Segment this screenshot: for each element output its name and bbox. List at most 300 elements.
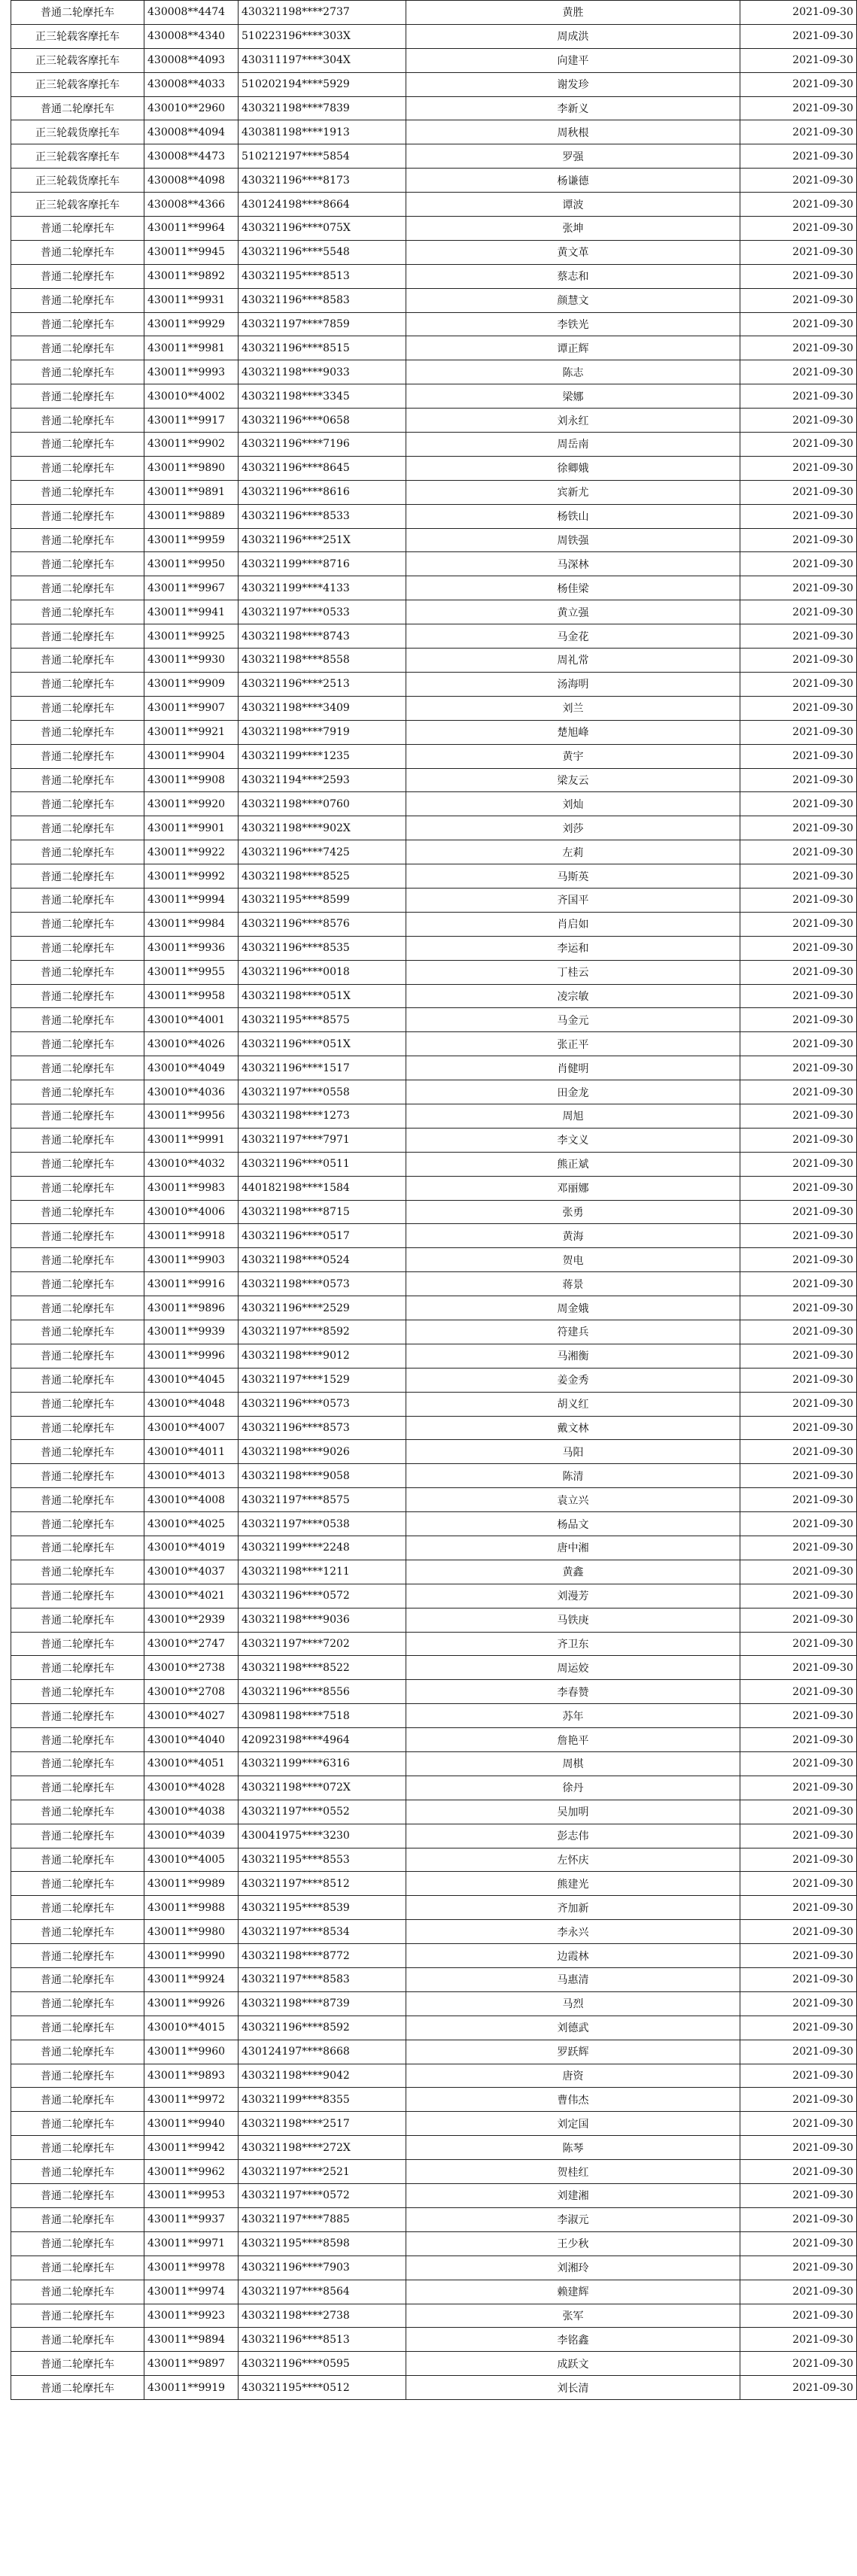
name-cell: 马深林	[406, 552, 740, 576]
name-cell: 黄鑫	[406, 1560, 740, 1584]
vehicle-type-cell: 普通二轮摩托车	[11, 2160, 144, 2184]
date-cell: 2021-09-30	[740, 1991, 857, 2016]
plate-number-cell: 430010**4028	[144, 1776, 239, 1800]
id-number-cell: 430321197****7885	[239, 2207, 406, 2231]
vehicle-type-cell: 普通二轮摩托车	[11, 288, 144, 312]
table-row	[11, 768, 857, 792]
vehicle-type-cell: 普通二轮摩托车	[11, 360, 144, 384]
date-cell: 2021-09-30	[740, 72, 857, 96]
table-row	[11, 720, 857, 744]
vehicle-type-cell: 正三轮载客摩托车	[11, 48, 144, 72]
table-row	[11, 264, 857, 288]
plate-number-cell: 430010**4051	[144, 1752, 239, 1776]
vehicle-type-cell: 普通二轮摩托车	[11, 1272, 144, 1296]
table-row	[11, 888, 857, 912]
table-row	[11, 1704, 857, 1728]
vehicle-type-cell: 普通二轮摩托车	[11, 1176, 144, 1200]
name-cell: 曹伟杰	[406, 2088, 740, 2112]
id-number-cell: 430321198****3409	[239, 696, 406, 720]
vehicle-type-cell: 普通二轮摩托车	[11, 1704, 144, 1728]
date-cell: 2021-09-30	[740, 48, 857, 72]
date-cell: 2021-09-30	[740, 696, 857, 720]
table-row	[11, 193, 857, 217]
name-cell: 肖启如	[406, 912, 740, 936]
plate-number-cell: 430011**9920	[144, 792, 239, 816]
plate-number-cell: 430011**9971	[144, 2231, 239, 2256]
plate-number-cell: 430011**9919	[144, 2376, 239, 2400]
id-number-cell: 430321196****0595	[239, 2352, 406, 2376]
plate-number-cell: 430011**9991	[144, 1128, 239, 1152]
date-cell: 2021-09-30	[740, 1728, 857, 1752]
table-row	[11, 936, 857, 960]
id-number-cell: 430321198****8743	[239, 624, 406, 649]
date-cell: 2021-09-30	[740, 552, 857, 576]
vehicle-type-cell: 普通二轮摩托车	[11, 1392, 144, 1416]
table-row	[11, 1848, 857, 1872]
table-row	[11, 1272, 857, 1296]
vehicle-type-cell: 普通二轮摩托车	[11, 744, 144, 768]
date-cell: 2021-09-30	[740, 576, 857, 600]
date-cell: 2021-09-30	[740, 96, 857, 120]
id-number-cell: 430321198****8772	[239, 1944, 406, 1968]
name-cell: 王少秋	[406, 2231, 740, 2256]
id-number-cell: 430321194****2593	[239, 768, 406, 792]
date-cell: 2021-09-30	[740, 984, 857, 1008]
name-cell: 梁友云	[406, 768, 740, 792]
name-cell: 汤海明	[406, 672, 740, 696]
date-cell: 2021-09-30	[740, 528, 857, 552]
name-cell: 杨谦德	[406, 169, 740, 193]
id-number-cell: 430321198****9042	[239, 2064, 406, 2088]
date-cell: 2021-09-30	[740, 768, 857, 792]
date-cell: 2021-09-30	[740, 1800, 857, 1824]
name-cell: 袁立兴	[406, 1488, 740, 1512]
id-number-cell: 430321198****2517	[239, 2112, 406, 2136]
date-cell: 2021-09-30	[740, 1488, 857, 1512]
vehicle-type-cell: 正三轮载货摩托车	[11, 120, 144, 144]
id-number-cell: 430321198****7839	[239, 96, 406, 120]
name-cell: 黄海	[406, 1224, 740, 1248]
id-number-cell: 430321197****7859	[239, 312, 406, 336]
name-cell: 马金元	[406, 1008, 740, 1032]
plate-number-cell: 430010**4038	[144, 1800, 239, 1824]
table-row	[11, 2184, 857, 2208]
date-cell: 2021-09-30	[740, 264, 857, 288]
table-row	[11, 1368, 857, 1392]
table-row	[11, 2016, 857, 2040]
name-cell: 周礼常	[406, 649, 740, 673]
name-cell: 张军	[406, 2304, 740, 2328]
date-cell: 2021-09-30	[740, 1872, 857, 1896]
id-number-cell: 430321198****2737	[239, 1, 406, 25]
vehicle-type-cell: 普通二轮摩托车	[11, 840, 144, 864]
plate-number-cell: 430010**4048	[144, 1392, 239, 1416]
vehicle-type-cell: 普通二轮摩托车	[11, 960, 144, 984]
table-row	[11, 1200, 857, 1224]
table-row	[11, 1320, 857, 1344]
vehicle-type-cell: 普通二轮摩托车	[11, 1080, 144, 1104]
vehicle-type-cell: 普通二轮摩托车	[11, 2304, 144, 2328]
name-cell: 胡义红	[406, 1392, 740, 1416]
plate-number-cell: 430010**4040	[144, 1728, 239, 1752]
name-cell: 刘建湘	[406, 2184, 740, 2208]
id-number-cell: 430321198****8715	[239, 1200, 406, 1224]
table-row	[11, 1080, 857, 1104]
date-cell: 2021-09-30	[740, 1584, 857, 1608]
id-number-cell: 430321198****7919	[239, 720, 406, 744]
plate-number-cell: 430011**9956	[144, 1104, 239, 1128]
vehicle-type-cell: 普通二轮摩托车	[11, 2256, 144, 2280]
table-row	[11, 2352, 857, 2376]
vehicle-type-cell: 普通二轮摩托车	[11, 240, 144, 264]
name-cell: 周秋根	[406, 120, 740, 144]
name-cell: 齐卫东	[406, 1632, 740, 1656]
plate-number-cell: 430010**4036	[144, 1080, 239, 1104]
plate-number-cell: 430010**4013	[144, 1464, 239, 1488]
id-number-cell: 430321196****075X	[239, 217, 406, 241]
date-cell: 2021-09-30	[740, 1512, 857, 1536]
plate-number-cell: 430011**9941	[144, 600, 239, 624]
date-cell: 2021-09-30	[740, 1032, 857, 1056]
name-cell: 李文义	[406, 1128, 740, 1152]
name-cell: 黄立强	[406, 600, 740, 624]
table-row	[11, 2136, 857, 2160]
id-number-cell: 430321197****0552	[239, 1800, 406, 1824]
vehicle-type-cell: 正三轮载客摩托车	[11, 24, 144, 48]
table-row	[11, 2040, 857, 2064]
date-cell: 2021-09-30	[740, 2064, 857, 2088]
vehicle-type-cell: 普通二轮摩托车	[11, 2088, 144, 2112]
table-row	[11, 1584, 857, 1608]
date-cell: 2021-09-30	[740, 1392, 857, 1416]
plate-number-cell: 430011**9989	[144, 1872, 239, 1896]
table-row	[11, 1032, 857, 1056]
plate-number-cell: 430011**9939	[144, 1320, 239, 1344]
date-cell: 2021-09-30	[740, 792, 857, 816]
plate-number-cell: 430011**9916	[144, 1272, 239, 1296]
vehicle-type-cell: 普通二轮摩托车	[11, 1968, 144, 1992]
id-number-cell: 430321197****0533	[239, 600, 406, 624]
plate-number-cell: 430011**9892	[144, 264, 239, 288]
plate-number-cell: 430010**4032	[144, 1152, 239, 1176]
name-cell: 凌宗敏	[406, 984, 740, 1008]
date-cell: 2021-09-30	[740, 864, 857, 889]
vehicle-type-cell: 普通二轮摩托车	[11, 1008, 144, 1032]
date-cell: 2021-09-30	[740, 336, 857, 360]
date-cell: 2021-09-30	[740, 2112, 857, 2136]
name-cell: 罗跃辉	[406, 2040, 740, 2064]
registration-table	[11, 0, 857, 2400]
plate-number-cell: 430011**9996	[144, 1344, 239, 1368]
date-cell: 2021-09-30	[740, 1272, 857, 1296]
vehicle-type-cell: 普通二轮摩托车	[11, 1800, 144, 1824]
table-row	[11, 2112, 857, 2136]
id-number-cell: 430321196****2513	[239, 672, 406, 696]
date-cell: 2021-09-30	[740, 2280, 857, 2304]
plate-number-cell: 430011**9981	[144, 336, 239, 360]
table-row	[11, 384, 857, 409]
vehicle-type-cell: 普通二轮摩托车	[11, 336, 144, 360]
name-cell: 张勇	[406, 1200, 740, 1224]
table-row	[11, 1416, 857, 1440]
table-row	[11, 2304, 857, 2328]
table-row	[11, 456, 857, 480]
table-row	[11, 864, 857, 889]
id-number-cell: 420923198****4964	[239, 1728, 406, 1752]
date-cell: 2021-09-30	[740, 193, 857, 217]
plate-number-cell: 430010**2708	[144, 1680, 239, 1704]
table-row	[11, 1128, 857, 1152]
table-row	[11, 1728, 857, 1752]
vehicle-type-cell: 普通二轮摩托车	[11, 312, 144, 336]
id-number-cell: 430321199****1235	[239, 744, 406, 768]
vehicle-type-cell: 普通二轮摩托车	[11, 1512, 144, 1536]
name-cell: 刘湘玲	[406, 2256, 740, 2280]
vehicle-type-cell: 普通二轮摩托车	[11, 1824, 144, 1848]
name-cell: 杨佳梁	[406, 576, 740, 600]
plate-number-cell: 430011**9964	[144, 217, 239, 241]
date-cell: 2021-09-30	[740, 1104, 857, 1128]
id-number-cell: 430321198****9058	[239, 1464, 406, 1488]
vehicle-type-cell: 普通二轮摩托车	[11, 888, 144, 912]
plate-number-cell: 430011**9917	[144, 409, 239, 433]
id-number-cell: 430321196****0018	[239, 960, 406, 984]
date-cell: 2021-09-30	[740, 360, 857, 384]
vehicle-type-cell: 普通二轮摩托车	[11, 2136, 144, 2160]
date-cell: 2021-09-30	[740, 1680, 857, 1704]
id-number-cell: 430321196****8592	[239, 2016, 406, 2040]
name-cell: 向建平	[406, 48, 740, 72]
date-cell: 2021-09-30	[740, 1968, 857, 1992]
vehicle-type-cell: 普通二轮摩托车	[11, 696, 144, 720]
plate-number-cell: 430011**9953	[144, 2184, 239, 2208]
plate-number-cell: 430010**4045	[144, 1368, 239, 1392]
name-cell: 詹艳平	[406, 1728, 740, 1752]
id-number-cell: 430321196****0658	[239, 409, 406, 433]
name-cell: 李春赞	[406, 1680, 740, 1704]
date-cell: 2021-09-30	[740, 624, 857, 649]
name-cell: 杨品文	[406, 1512, 740, 1536]
id-number-cell: 430321197****8592	[239, 1320, 406, 1344]
id-number-cell: 430321195****8513	[239, 264, 406, 288]
table-row	[11, 1104, 857, 1128]
date-cell: 2021-09-30	[740, 2352, 857, 2376]
name-cell: 罗强	[406, 144, 740, 169]
name-cell: 张坤	[406, 217, 740, 241]
date-cell: 2021-09-30	[740, 1152, 857, 1176]
plate-number-cell: 430011**9922	[144, 840, 239, 864]
vehicle-type-cell: 普通二轮摩托车	[11, 1920, 144, 1944]
plate-number-cell: 430011**9930	[144, 649, 239, 673]
vehicle-type-cell: 普通二轮摩托车	[11, 1056, 144, 1080]
plate-number-cell: 430010**4005	[144, 1848, 239, 1872]
table-row	[11, 2088, 857, 2112]
plate-number-cell: 430011**9890	[144, 456, 239, 480]
id-number-cell: 430321196****0572	[239, 1584, 406, 1608]
name-cell: 唐资	[406, 2064, 740, 2088]
id-number-cell: 430321196****5548	[239, 240, 406, 264]
plate-number-cell: 430011**9921	[144, 720, 239, 744]
plate-number-cell: 430010**2747	[144, 1632, 239, 1656]
table-row	[11, 1968, 857, 1992]
plate-number-cell: 430008**4094	[144, 120, 239, 144]
plate-number-cell: 430011**9907	[144, 696, 239, 720]
vehicle-type-cell: 普通二轮摩托车	[11, 1752, 144, 1776]
plate-number-cell: 430011**9926	[144, 1991, 239, 2016]
table-row	[11, 552, 857, 576]
plate-number-cell: 430008**4093	[144, 48, 239, 72]
date-cell: 2021-09-30	[740, 840, 857, 864]
vehicle-type-cell: 正三轮载客摩托车	[11, 193, 144, 217]
vehicle-type-cell: 普通二轮摩托车	[11, 1728, 144, 1752]
name-cell: 李淑元	[406, 2207, 740, 2231]
id-number-cell: 430321197****1529	[239, 1368, 406, 1392]
table-row	[11, 409, 857, 433]
name-cell: 齐国平	[406, 888, 740, 912]
name-cell: 徐卿娥	[406, 456, 740, 480]
plate-number-cell: 430011**9962	[144, 2160, 239, 2184]
plate-number-cell: 430010**2960	[144, 96, 239, 120]
plate-number-cell: 430010**2738	[144, 1656, 239, 1680]
date-cell: 2021-09-30	[740, 888, 857, 912]
table-row	[11, 2064, 857, 2088]
table-row	[11, 1056, 857, 1080]
date-cell: 2021-09-30	[740, 1296, 857, 1320]
date-cell: 2021-09-30	[740, 384, 857, 409]
name-cell: 贺电	[406, 1248, 740, 1272]
vehicle-type-cell: 普通二轮摩托车	[11, 2328, 144, 2352]
id-number-cell: 430321196****8583	[239, 288, 406, 312]
date-cell: 2021-09-30	[740, 240, 857, 264]
plate-number-cell: 430010**4027	[144, 1704, 239, 1728]
name-cell: 吴加明	[406, 1800, 740, 1824]
plate-number-cell: 430011**9983	[144, 1176, 239, 1200]
id-number-cell: 430321197****7202	[239, 1632, 406, 1656]
name-cell: 张正平	[406, 1032, 740, 1056]
table-row	[11, 1920, 857, 1944]
id-number-cell: 430321196****1517	[239, 1056, 406, 1080]
plate-number-cell: 430010**4008	[144, 1488, 239, 1512]
name-cell: 刘莎	[406, 816, 740, 840]
date-cell: 2021-09-30	[740, 1, 857, 25]
vehicle-type-cell: 普通二轮摩托车	[11, 1896, 144, 1920]
plate-number-cell: 430011**9992	[144, 864, 239, 889]
date-cell: 2021-09-30	[740, 1536, 857, 1560]
registration-table-body	[11, 1, 857, 2400]
plate-number-cell: 430011**9984	[144, 912, 239, 936]
plate-number-cell: 430008**4474	[144, 1, 239, 25]
table-row	[11, 336, 857, 360]
vehicle-type-cell: 普通二轮摩托车	[11, 600, 144, 624]
table-row	[11, 1800, 857, 1824]
vehicle-type-cell: 普通二轮摩托车	[11, 816, 144, 840]
id-number-cell: 430321196****8173	[239, 169, 406, 193]
id-number-cell: 430321197****0538	[239, 1512, 406, 1536]
vehicle-type-cell: 普通二轮摩托车	[11, 456, 144, 480]
id-number-cell: 430381198****1913	[239, 120, 406, 144]
id-number-cell: 430321198****8558	[239, 649, 406, 673]
plate-number-cell: 430011**9942	[144, 2136, 239, 2160]
date-cell: 2021-09-30	[740, 1608, 857, 1632]
date-cell: 2021-09-30	[740, 2040, 857, 2064]
date-cell: 2021-09-30	[740, 2184, 857, 2208]
date-cell: 2021-09-30	[740, 1824, 857, 1848]
id-number-cell: 430321198****9033	[239, 360, 406, 384]
name-cell: 邓丽娜	[406, 1176, 740, 1200]
name-cell: 边霞林	[406, 1944, 740, 1968]
vehicle-type-cell: 普通二轮摩托车	[11, 1416, 144, 1440]
name-cell: 陈清	[406, 1464, 740, 1488]
name-cell: 颜慧文	[406, 288, 740, 312]
table-row	[11, 48, 857, 72]
vehicle-type-cell: 普通二轮摩托车	[11, 433, 144, 457]
name-cell: 成跃文	[406, 2352, 740, 2376]
vehicle-type-cell: 普通二轮摩托车	[11, 2112, 144, 2136]
id-number-cell: 430321197****7971	[239, 1128, 406, 1152]
name-cell: 左怀庆	[406, 1848, 740, 1872]
table-row	[11, 912, 857, 936]
table-row	[11, 984, 857, 1008]
table-row	[11, 1632, 857, 1656]
id-number-cell: 430321196****7425	[239, 840, 406, 864]
table-row	[11, 24, 857, 48]
plate-number-cell: 430011**9903	[144, 1248, 239, 1272]
table-row	[11, 1392, 857, 1416]
name-cell: 马烈	[406, 1991, 740, 2016]
table-row	[11, 1680, 857, 1704]
name-cell: 马惠清	[406, 1968, 740, 1992]
table-row	[11, 960, 857, 984]
plate-number-cell: 430011**9908	[144, 768, 239, 792]
table-row	[11, 528, 857, 552]
table-row	[11, 120, 857, 144]
table-row	[11, 792, 857, 816]
plate-number-cell: 430011**9896	[144, 1296, 239, 1320]
table-row	[11, 1656, 857, 1680]
date-cell: 2021-09-30	[740, 2207, 857, 2231]
name-cell: 齐加新	[406, 1896, 740, 1920]
vehicle-type-cell: 普通二轮摩托车	[11, 2016, 144, 2040]
table-row	[11, 433, 857, 457]
vehicle-type-cell: 普通二轮摩托车	[11, 1032, 144, 1056]
name-cell: 彭志伟	[406, 1824, 740, 1848]
id-number-cell: 430321197****0558	[239, 1080, 406, 1104]
vehicle-type-cell: 普通二轮摩托车	[11, 2040, 144, 2064]
table-row	[11, 72, 857, 96]
vehicle-type-cell: 普通二轮摩托车	[11, 1248, 144, 1272]
plate-number-cell: 430011**9897	[144, 2352, 239, 2376]
table-row	[11, 2256, 857, 2280]
table-row	[11, 1991, 857, 2016]
table-row	[11, 816, 857, 840]
table-row	[11, 1824, 857, 1848]
table-row	[11, 2328, 857, 2352]
vehicle-type-cell: 普通二轮摩托车	[11, 1200, 144, 1224]
id-number-cell: 430321198****1211	[239, 1560, 406, 1584]
date-cell: 2021-09-30	[740, 1248, 857, 1272]
date-cell: 2021-09-30	[740, 1944, 857, 1968]
plate-number-cell: 430011**9889	[144, 504, 239, 528]
vehicle-type-cell: 普通二轮摩托车	[11, 1944, 144, 1968]
id-number-cell: 430321196****8616	[239, 480, 406, 504]
plate-number-cell: 430011**9959	[144, 528, 239, 552]
vehicle-type-cell: 普通二轮摩托车	[11, 2207, 144, 2231]
vehicle-type-cell: 普通二轮摩托车	[11, 1584, 144, 1608]
name-cell: 杨铁山	[406, 504, 740, 528]
id-number-cell: 430321198****0524	[239, 1248, 406, 1272]
id-number-cell: 430321196****8573	[239, 1416, 406, 1440]
id-number-cell: 430981198****7518	[239, 1704, 406, 1728]
